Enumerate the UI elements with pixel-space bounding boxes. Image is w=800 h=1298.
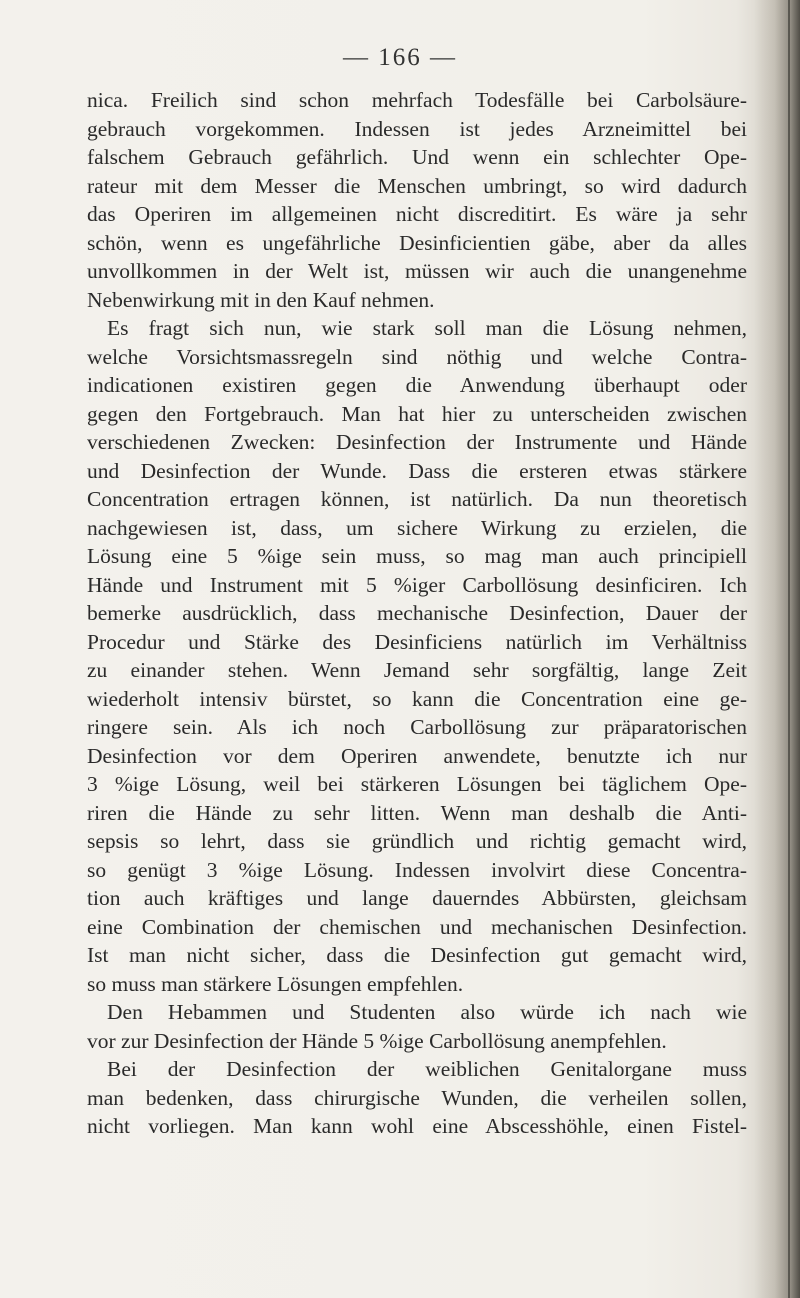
text-line: Es fragt sich nun, wie stark soll man die Lösung nehmen, <box>107 316 747 340</box>
text-line: nica. Freilich sind schon mehrfach Todesfälle bei Carbolsäure- <box>87 88 747 112</box>
text-line: bemerke ausdrücklich, dass mechanische Desinfection, Dauer der <box>87 601 747 625</box>
text-line: tion auch kräftiges und lange dauerndes Abbürsten, gleichsam <box>87 886 747 910</box>
text-line: Bei der Desinfection der weiblichen Genitalorgane muss <box>107 1057 747 1081</box>
text-line: Hände und Instrument mit 5 %iger Carbollösung desinficiren. Ich <box>87 572 747 597</box>
text-line: ringere sein. Als ich noch Carbollösung zur präparatorischen <box>87 715 747 739</box>
text-line: welche Vorsichtsmassregeln sind nöthig und welche Contra- <box>87 344 747 369</box>
text-line: und Desinfection der Wunde. Dass die ersteren etwas stärkere <box>87 458 747 483</box>
text-line: Den Hebammen und Studenten also würde ich nach wie <box>107 1000 747 1024</box>
text-line: nicht vorliegen. Man kann wohl eine Abscesshöhle, einen Fistel- <box>87 1114 747 1138</box>
text-line: riren die Hände zu sehr litten. Wenn man deshalb die Anti- <box>87 800 747 825</box>
text-line: eine Combination der chemischen und mechanischen Desinfection. <box>87 914 747 939</box>
text-line: das Operiren im allgemeinen nicht discreditirt. Es wäre ja sehr <box>87 202 747 226</box>
text-line: unvollkommen in der Welt ist, müssen wir auch die unangenehme <box>87 259 747 283</box>
text-line: man bedenken, dass chirurgische Wunden, die verheilen sollen, <box>87 1085 747 1110</box>
text-line: zu einander stehen. Wenn Jemand sehr sorgfältig, lange Zeit <box>87 658 747 682</box>
text-line: rateur mit dem Messer die Menschen umbringt, so wird dadurch <box>87 173 747 198</box>
body-text <box>87 86 747 1141</box>
text-line: schön, wenn es ungefährliche Desinficientien gäbe, aber da alles <box>87 230 747 255</box>
text-line: Nebenwirkung mit in den Kauf nehmen. <box>87 287 435 312</box>
text-line: wiederholt intensiv bürstet, so kann die Concentration eine ge- <box>87 686 747 711</box>
text-line: gebrauch vorgekommen. Indessen ist jedes Arzneimittel bei <box>87 116 747 141</box>
page-number: — 166 — <box>343 44 457 71</box>
page-binding-line <box>788 0 790 1298</box>
text-line: so muss man stärkere Lösungen empfehlen. <box>87 971 464 996</box>
text-line: gegen den Fortgebrauch. Man hat hier zu unterscheiden zwischen <box>87 401 747 426</box>
text-line: Concentration ertragen können, ist natürlich. Da nun theoretisch <box>87 487 747 511</box>
text-line: nachgewiesen ist, dass, um sichere Wirkung zu erzielen, die <box>87 515 747 540</box>
page-binding-shadow <box>754 0 800 1298</box>
text-line: sepsis so lehrt, dass sie gründlich und richtig gemacht wird, <box>87 829 747 853</box>
text-line: so genügt 3 %ige Lösung. Indessen involvirt diese Concentra- <box>87 857 747 882</box>
text-line: Desinfection vor dem Operiren anwendete, benutzte ich nur <box>87 743 747 768</box>
text-line: Lösung eine 5 %ige sein muss, so mag man auch principiell <box>87 544 747 568</box>
text-line: vor zur Desinfection der Hände 5 %ige Carbollösung anempfehlen. <box>87 1028 667 1053</box>
text-line: Ist man nicht sicher, dass die Desinfection gut gemacht wird, <box>87 943 747 967</box>
text-line: verschiedenen Zwecken: Desinfection der Instrumente und Hände <box>87 430 747 454</box>
text-line: indicationen existiren gegen die Anwendung überhaupt oder <box>87 373 747 397</box>
text-line: falschem Gebrauch gefährlich. Und wenn ein schlechter Ope- <box>87 145 747 169</box>
text-line: 3 %ige Lösung, weil bei stärkeren Lösungen bei täglichem Ope- <box>87 772 747 796</box>
text-line: Procedur und Stärke des Desinficiens natürlich im Verhältniss <box>87 629 747 654</box>
